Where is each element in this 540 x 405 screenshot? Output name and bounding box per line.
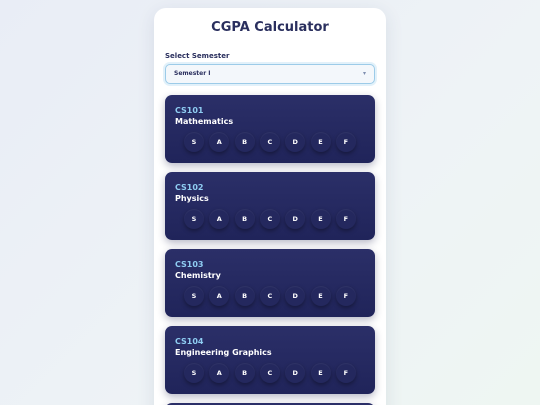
course-name: Physics	[175, 194, 209, 203]
grade-button-b[interactable]: B	[235, 363, 255, 383]
grade-button-s[interactable]: S	[184, 286, 204, 306]
grade-options	[184, 363, 360, 385]
course-name: Mathematics	[175, 117, 234, 126]
grade-button-d[interactable]: D	[285, 286, 305, 306]
grade-button-a[interactable]: A	[209, 363, 229, 383]
grade-button-s[interactable]: S	[184, 209, 204, 229]
grade-button-e[interactable]: E	[311, 132, 331, 152]
grade-button-c[interactable]: C	[260, 132, 280, 152]
grade-button-d[interactable]: D	[285, 132, 305, 152]
grade-options	[184, 286, 360, 308]
calculator-card	[154, 8, 386, 405]
grade-button-f[interactable]: F	[336, 132, 356, 152]
course-card	[165, 249, 375, 317]
course-code: CS104	[175, 337, 204, 346]
chevron-down-icon: ▾	[362, 70, 366, 77]
grade-button-e[interactable]: E	[311, 286, 331, 306]
course-card	[165, 326, 375, 394]
grade-button-d[interactable]: D	[285, 209, 305, 229]
semester-select-value: Semester I	[174, 70, 211, 77]
course-name: Chemistry	[175, 271, 221, 280]
grade-button-a[interactable]: A	[209, 209, 229, 229]
grade-button-d[interactable]: D	[285, 363, 305, 383]
grade-button-s[interactable]: S	[184, 132, 204, 152]
grade-button-b[interactable]: B	[235, 286, 255, 306]
course-name: Engineering Graphics	[175, 348, 272, 357]
grade-button-b[interactable]: B	[235, 209, 255, 229]
grade-options	[184, 209, 360, 231]
semester-select[interactable]	[165, 64, 375, 84]
grade-button-f[interactable]: F	[336, 209, 356, 229]
grade-button-e[interactable]: E	[311, 363, 331, 383]
course-code: CS102	[175, 183, 204, 192]
grade-button-c[interactable]: C	[260, 209, 280, 229]
course-code: CS103	[175, 260, 204, 269]
course-card	[165, 172, 375, 240]
page-title: CGPA Calculator	[211, 20, 329, 35]
grade-button-f[interactable]: F	[336, 363, 356, 383]
grade-button-c[interactable]: C	[260, 286, 280, 306]
course-code: CS101	[175, 106, 204, 115]
grade-button-c[interactable]: C	[260, 363, 280, 383]
grade-button-s[interactable]: S	[184, 363, 204, 383]
grade-button-b[interactable]: B	[235, 132, 255, 152]
grade-button-a[interactable]: A	[209, 132, 229, 152]
semester-label: Select Semester	[165, 52, 230, 60]
grade-button-f[interactable]: F	[336, 286, 356, 306]
grade-button-a[interactable]: A	[209, 286, 229, 306]
course-card	[165, 95, 375, 163]
grade-button-e[interactable]: E	[311, 209, 331, 229]
grade-options	[184, 132, 360, 154]
